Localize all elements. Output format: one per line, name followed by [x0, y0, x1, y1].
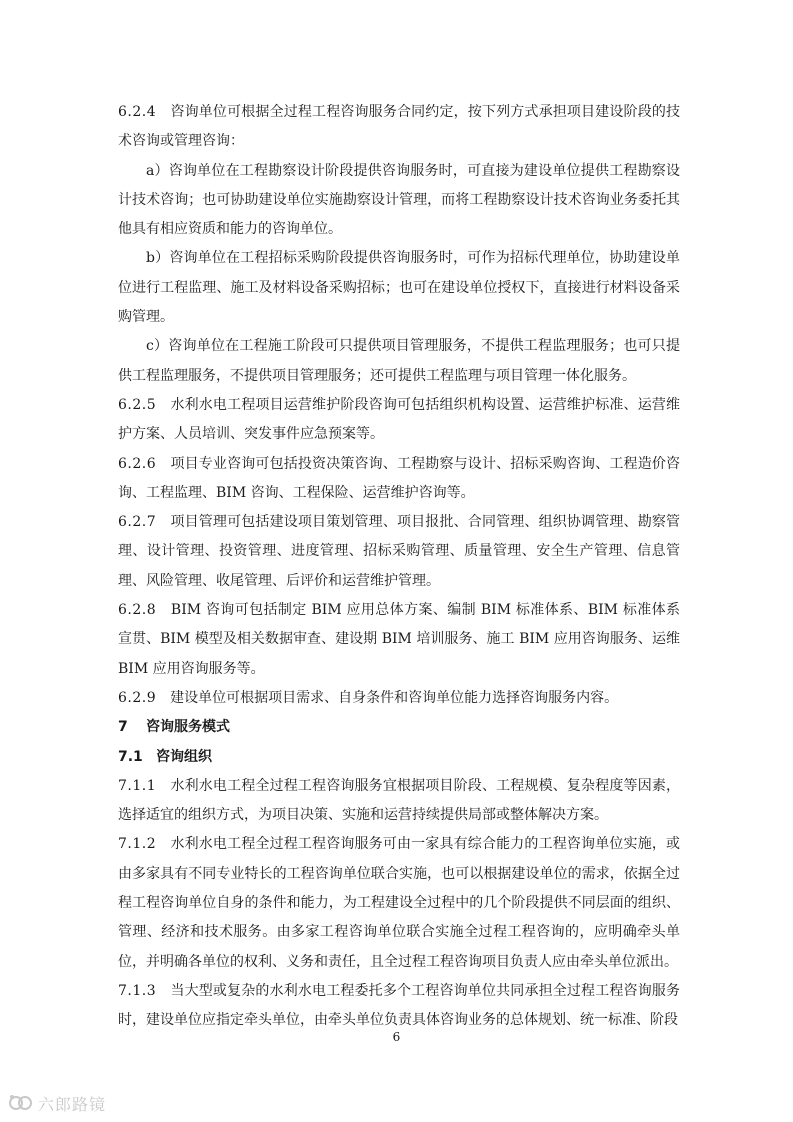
heading-number: 7.1: [118, 748, 143, 765]
list-item: [118, 332, 680, 391]
clause-text: BIM 咨询可包括制定 BIM 应用总体方案、编制 BIM 标准体系、BIM 标准体系宣贯、BIM 模型及相关数据审查、建设期 BIM 培训服务、施工 BIM 应用咨询服务、运维 BIM 应用咨询服务等。: [118, 602, 680, 677]
subsection-heading: [118, 743, 680, 772]
section-heading: [118, 713, 680, 742]
list-item-text: a）咨询单位在工程勘察设计阶段提供咨询服务时，可直接为建设单位提供工程勘察设计技术咨询；也可协助建设单位实施勘察设计管理，而将工程勘察设计技术咨询业务委托其他具有相应资质和能力的咨询单位。: [118, 162, 680, 238]
watermark-logo-icon: [8, 1093, 34, 1113]
clause-paragraph: [118, 98, 680, 157]
clause-text: 建设单位可根据项目需求、自身条件和咨询单位能力选择咨询服务内容。: [170, 689, 619, 706]
list-item: [118, 244, 680, 332]
clause-number: 6.2.8: [118, 602, 157, 619]
clause-paragraph: [118, 684, 680, 713]
clause-text: 水利水电工程项目运营维护阶段咨询可包括组织机构设置、运营维护标准、运营维护方案、人员培训、突发事件应急预案等。: [118, 396, 681, 443]
clause-text: 水利水电工程全过程工程咨询服务宜根据项目阶段、工程规模、复杂程度等因素，选择适宜的组织方式，为项目决策、实施和运营持续提供局部或整体解决方案。: [118, 777, 681, 824]
clause-paragraph: [118, 391, 680, 450]
watermark: [8, 1092, 106, 1114]
page-number: 6: [392, 1030, 401, 1044]
clause-paragraph: [118, 450, 680, 509]
clause-number: 7.1.1: [118, 777, 157, 794]
clause-number: 6.2.6: [118, 455, 157, 472]
list-item-text: c）咨询单位在工程施工阶段可只提供项目管理服务，不提供工程监理服务；也可只提供工程监理服务，不提供项目管理服务；还可提供工程监理与项目管理一体化服务。: [118, 338, 680, 384]
list-item-text: b）咨询单位在工程招标采购阶段提供咨询服务时，可作为招标代理单位，协助建设单位进行工程监理、施工及材料设备采购招标；也可在建设单位授权下，直接进行材料设备采购管理。: [118, 250, 680, 326]
clause-number: 6.2.4: [118, 104, 157, 120]
document-body: [118, 98, 680, 1036]
clause-text: 咨询单位可根据全过程工程咨询服务合同约定，按下列方式承担项目建设阶段的技术咨询或管理咨询：: [118, 104, 681, 150]
clause-number: 6.2.9: [118, 689, 157, 706]
clause-text: 项目专业咨询可包括投资决策咨询、工程勘察与设计、招标采购咨询、工程造价咨询、工程监理、BIM 咨询、工程保险、运营维护咨询等。: [118, 455, 681, 501]
clause-text: 当大型或复杂的水利水电工程委托多个工程咨询单位共同承担全过程工程咨询服务时，建设单位应指定牵头单位，由牵头单位负责具体咨询业务的总体规划、统一标准、阶段: [118, 982, 681, 1029]
clause-number: 6.2.5: [118, 396, 157, 413]
clause-paragraph: [118, 508, 680, 596]
heading-number: 7: [118, 719, 128, 736]
watermark-text: 六郎路镜: [38, 1094, 107, 1114]
clause-paragraph: [118, 830, 680, 976]
clause-number: 7.1.3: [118, 982, 157, 999]
clause-number: 6.2.7: [118, 514, 157, 531]
clause-paragraph: [118, 977, 680, 1036]
clause-number: 7.1.2: [118, 836, 157, 853]
clause-text: 水利水电工程全过程工程咨询服务可由一家具有综合能力的工程咨询单位实施，或由多家具有不同专业特长的工程咨询单位联合实施，也可以根据建设单位的需求，依据全过程工程咨询单位自身的条件和能力，为工程建设全过程中的几个阶段提供不同层面的组织、管理、经济和技术服务。由多家工程咨询单位联合实施全过程工程咨询的，应明确牵头单位，并明确各单位的权利、义务和责任，且全过程工程咨询项目负责人应由牵头单位派出。: [118, 836, 681, 970]
clause-paragraph: [118, 596, 680, 684]
clause-paragraph: [118, 772, 680, 831]
heading-text: 咨询组织: [156, 748, 212, 765]
list-item: [118, 157, 680, 245]
clause-text: 项目管理可包括建设项目策划管理、项目报批、合同管理、组织协调管理、勘察管理、设计管理、投资管理、进度管理、招标采购管理、质量管理、安全生产管理、信息管理、风险管理、收尾管理、后评价和运营维护管理。: [118, 514, 681, 589]
heading-text: 咨询服务模式: [146, 719, 230, 736]
